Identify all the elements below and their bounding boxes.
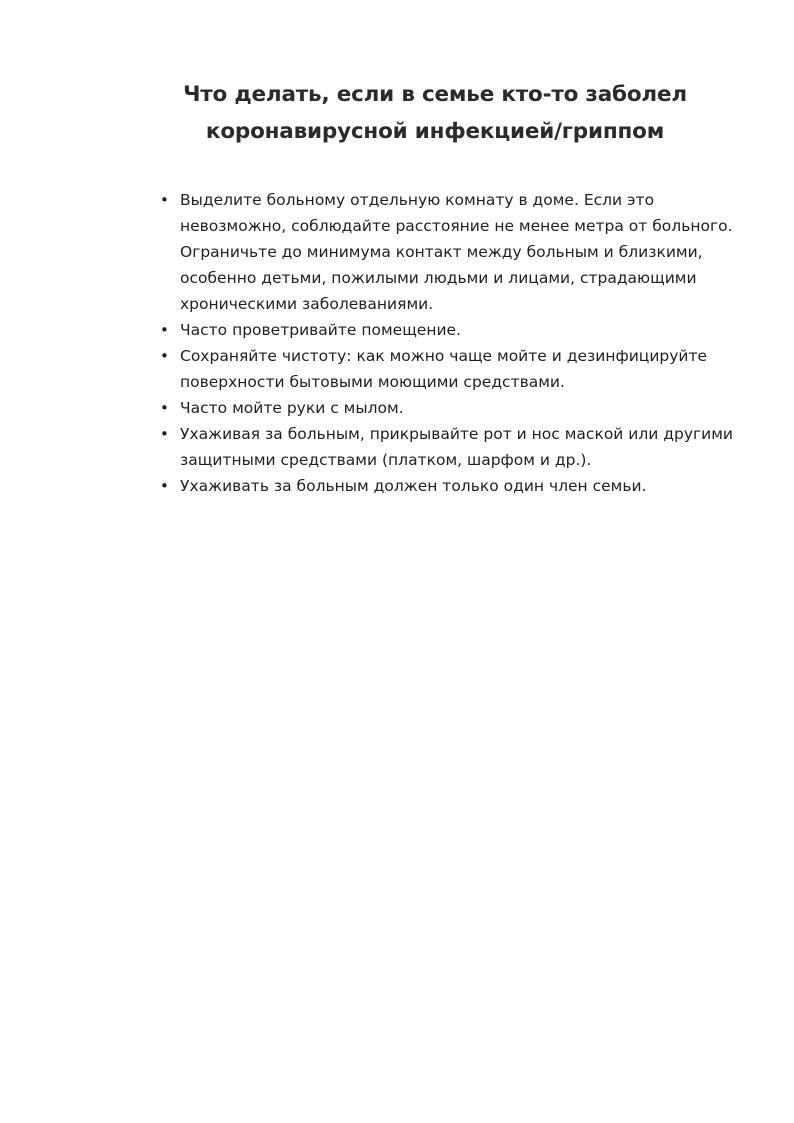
list-item-line: Сохраняйте чистоту: как можно чаще мойте и дезинфицируйте bbox=[180, 347, 708, 365]
list-item bbox=[160, 187, 740, 317]
bullet-icon: • bbox=[160, 191, 169, 209]
list-item-line: невозможно, соблюдайте расстояние не менее метра от больного. bbox=[180, 217, 733, 235]
list-item-text bbox=[180, 473, 740, 499]
list-item-line: Часто проветривайте помещение. bbox=[180, 321, 462, 339]
bullet-icon: • bbox=[160, 321, 169, 339]
list-item bbox=[160, 473, 740, 499]
bullet-icon: • bbox=[160, 477, 169, 495]
title-line-1: Что делать, если в семье кто-то заболел bbox=[183, 82, 687, 107]
list-item-text bbox=[180, 317, 740, 343]
list-item-line: поверхности бытовыми моющими средствами. bbox=[180, 373, 565, 391]
title-line-2: коронавирусной инфекцией/гриппом bbox=[205, 119, 665, 144]
list-item-text bbox=[180, 421, 740, 473]
list-item-text bbox=[180, 395, 740, 421]
page-title bbox=[150, 76, 720, 150]
bullet-icon: • bbox=[160, 425, 169, 443]
list-item-line: Выделите больному отдельную комнату в доме. Если это bbox=[180, 191, 655, 209]
list-item-line: Ухаживать за больным должен только один член семьи. bbox=[180, 477, 647, 495]
advice-list bbox=[160, 187, 740, 499]
bullet-icon: • bbox=[160, 399, 169, 417]
list-item-line: хроническими заболеваниями. bbox=[180, 295, 434, 313]
list-item-line: Ухаживая за больным, прикрывайте рот и нос маской или другими bbox=[180, 425, 733, 443]
list-item bbox=[160, 395, 740, 421]
list-item-text bbox=[180, 343, 740, 395]
list-item-line: Часто мойте руки с мылом. bbox=[180, 399, 404, 417]
list-item-line: защитными средствами (платком, шарфом и др.). bbox=[180, 451, 592, 469]
list-item-text bbox=[180, 187, 740, 317]
bullet-icon: • bbox=[160, 347, 169, 365]
list-item-line: особенно детьми, пожилыми людьми и лицами, страдающими bbox=[180, 269, 697, 287]
list-item-line: Ограничьте до минимума контакт между больным и близкими, bbox=[180, 243, 703, 261]
list-item bbox=[160, 317, 740, 343]
list-item bbox=[160, 421, 740, 473]
list-item bbox=[160, 343, 740, 395]
